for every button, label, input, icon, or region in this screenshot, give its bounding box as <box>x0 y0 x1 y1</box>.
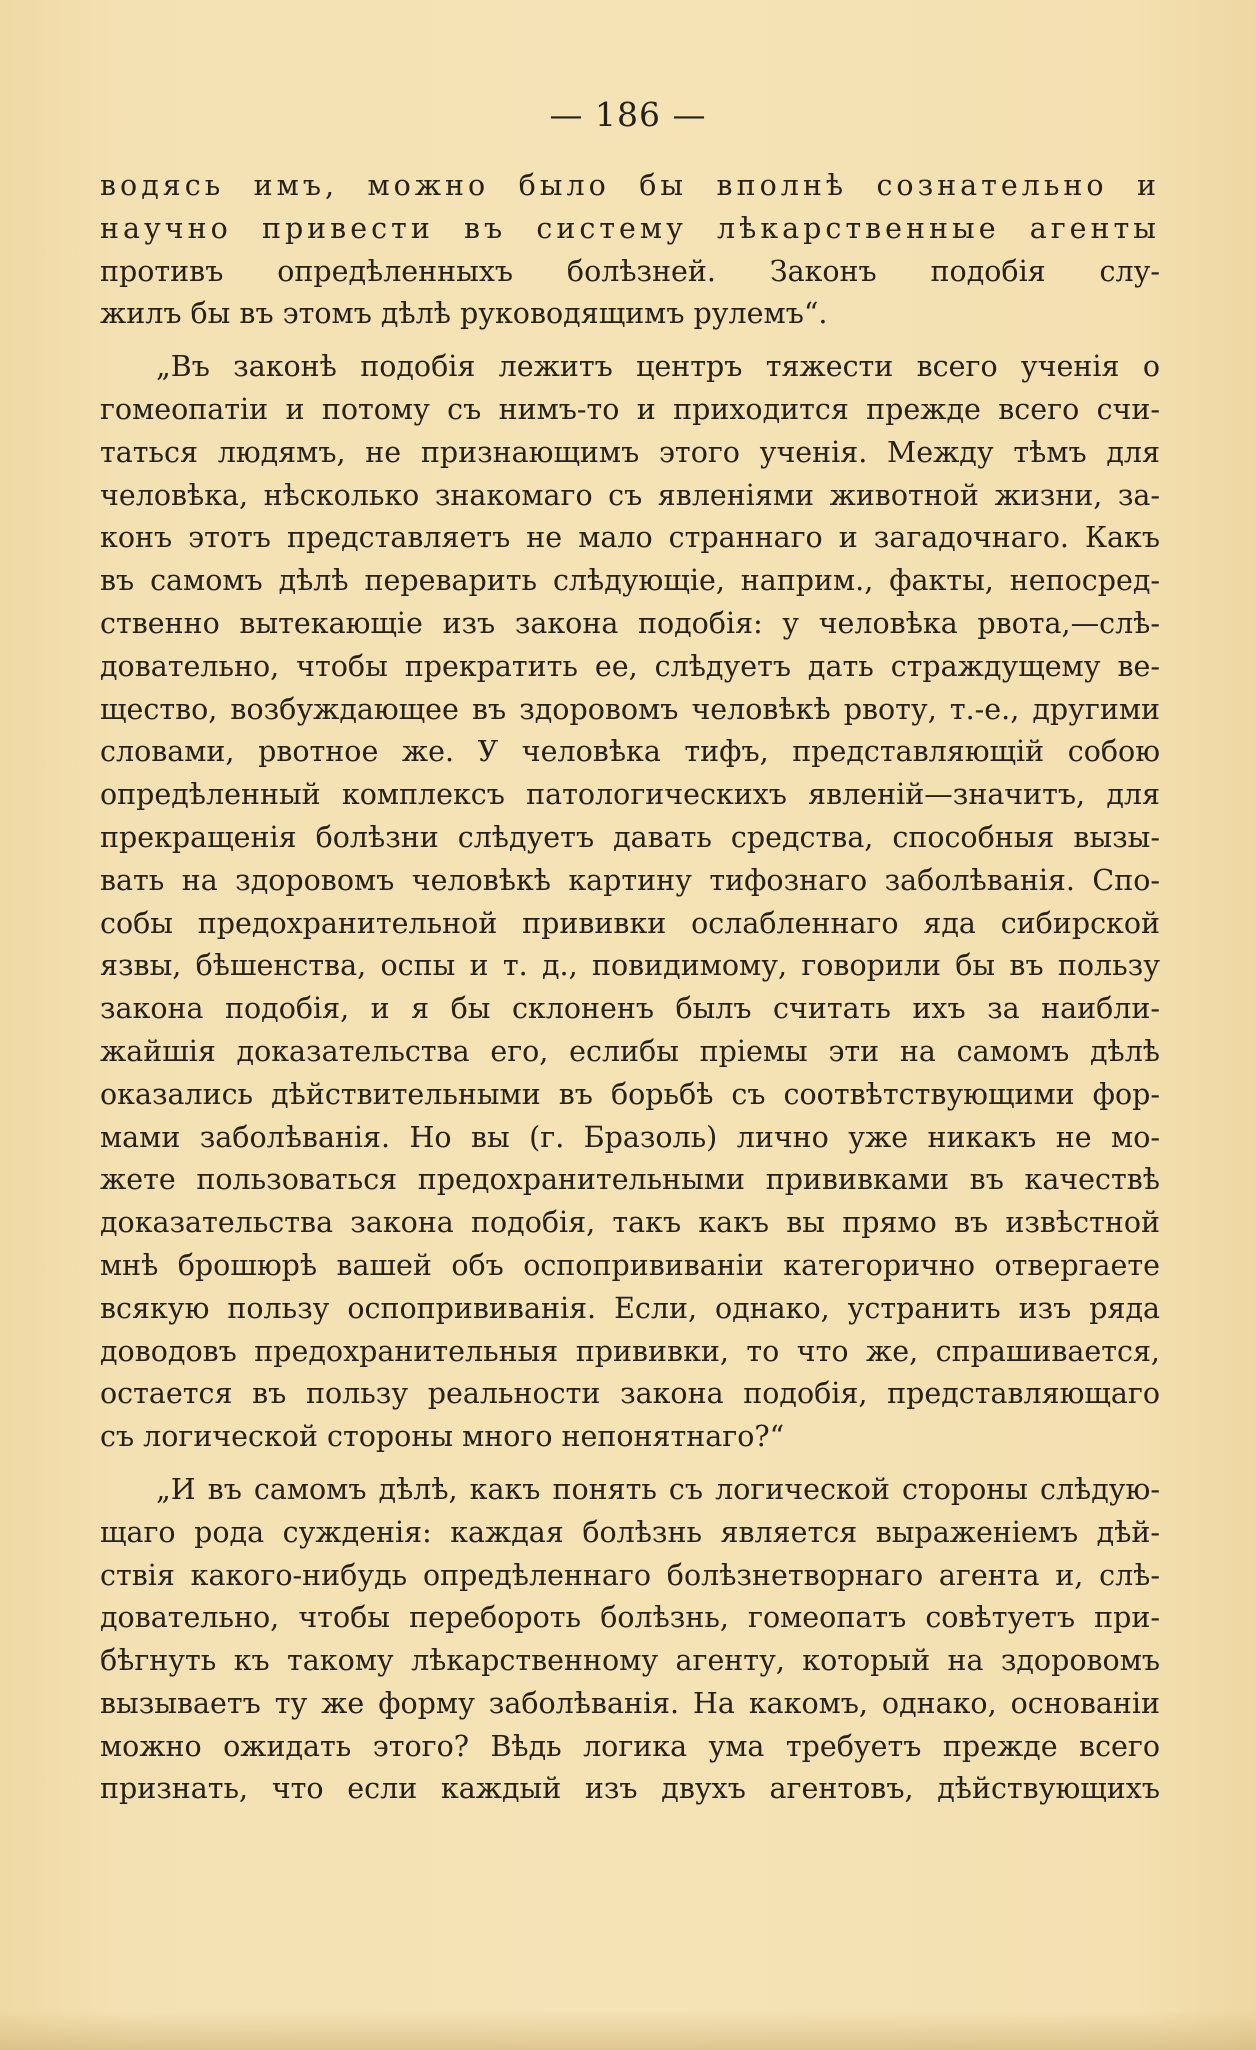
page-number: — 186 — <box>549 95 707 134</box>
text-line: мнѣ брошюрѣ вашей объ оспопрививаніи категорично отвергаете <box>100 1248 1160 1282</box>
text-line: бѣгнуть къ такому лѣкарственному агенту, который на здоровомъ <box>100 1644 1160 1678</box>
text-line: „Въ законѣ подобія лежитъ центръ тяжести всего ученія о <box>156 350 1160 384</box>
text-line: таться людямъ, не признающимъ этого ученія. Между тѣмъ для <box>100 435 1160 469</box>
text-line: довательно, чтобы прекратить ее, слѣдуетъ дать страждущему ве- <box>100 649 1160 683</box>
text-line: можно ожидать этого? Вѣдь логика ума требуетъ прежде всего <box>100 1729 1160 1763</box>
text-line: собы предохранительной прививки ослабленнаго яда сибирской <box>100 906 1160 940</box>
text-line: научно привести въ систему лѣкарственные агенты <box>100 211 1160 245</box>
text-line: всякую пользу оспопрививанія. Если, однако, устранить изъ ряда <box>100 1291 1160 1325</box>
text-line: прекращенія болѣзни слѣдуетъ давать средства, способныя вызы- <box>100 820 1160 854</box>
text-line: „И въ самомъ дѣлѣ, какъ понять съ логической стороны слѣдую- <box>156 1472 1160 1506</box>
text-line: доводовъ предохранительныя прививки, то что же, спрашивается, <box>100 1334 1160 1368</box>
text-line: мами заболѣванія. Но вы (г. Бразоль) лично уже никакъ не мо- <box>100 1120 1160 1154</box>
page-bottom-edge <box>0 2010 1256 2050</box>
text-line: гомеопатіи и потому съ нимъ-то и приходится прежде всего счи- <box>100 392 1160 426</box>
text-line: закона подобія, и я бы склоненъ былъ считать ихъ за наибли- <box>100 992 1160 1026</box>
text-line: противъ опредѣленныхъ болѣзней. Законъ подобія слу- <box>100 254 1160 288</box>
text-line: жайшія доказательства его, еслибы пріемы эти на самомъ дѣлѣ <box>100 1034 1160 1068</box>
text-line: съ логической стороны много непонятнаго?“ <box>100 1420 785 1454</box>
text-line: жете пользоваться предохранительными прививками въ качествѣ <box>100 1163 1160 1197</box>
text-line: ственно вытекающіе изъ закона подобія: у человѣка рвота,—слѣ- <box>100 606 1160 640</box>
text-line: человѣка, нѣсколько знакомаго съ явленіями животной жизни, за- <box>100 478 1160 512</box>
text-line: водясь имъ, можно было бы вполнѣ сознательно и <box>100 169 1160 202</box>
text-line: доказательства закона подобія, такъ какъ вы прямо въ извѣстной <box>100 1206 1160 1240</box>
text-line: въ самомъ дѣлѣ переварить слѣдующіе, наприм., факты, непосред- <box>100 564 1160 598</box>
text-line: признать, что если каждый изъ двухъ агентовъ, дѣйствующихъ <box>100 1772 1160 1806</box>
text-line: язвы, бѣшенства, оспы и т. д., повидимому, говорили бы въ пользу <box>100 949 1160 983</box>
text-line: остается въ пользу реальности закона подобія, представляющаго <box>100 1377 1160 1411</box>
text-line: оказались дѣйствительными въ борьбѣ съ соотвѣтствующими фор- <box>100 1077 1160 1111</box>
body-text <box>100 165 1160 1811</box>
text-line: вать на здоровомъ человѣкѣ картину тифознаго заболѣванія. Спо- <box>100 863 1160 897</box>
text-line: конъ этотъ представляетъ не мало страннаго и загадочнаго. Какъ <box>100 521 1160 555</box>
text-line: опредѣленный комплексъ патологическихъ явленій—значитъ, для <box>100 778 1160 812</box>
text-line: щаго рода сужденія: каждая болѣзнь является выраженіемъ дѣй- <box>100 1515 1160 1549</box>
text-line: жилъ бы въ этомъ дѣлѣ руководящимъ рулемъ“. <box>100 297 828 331</box>
text-line: вызываетъ ту же форму заболѣванія. На какомъ, однако, основаніи <box>100 1686 1160 1720</box>
text-line: ствія какого-нибудь опредѣленнаго болѣзнетворнаго агента и, слѣ- <box>100 1558 1160 1592</box>
text-line: довательно, чтобы перебороть болѣзнь, гомеопатъ совѣтуетъ при- <box>100 1601 1160 1635</box>
text-line: щество, возбуждающее въ здоровомъ человѣкѣ рвоту, т.-е., другими <box>100 692 1160 726</box>
text-line: словами, рвотное же. У человѣка тифъ, представляющій собою <box>100 735 1160 769</box>
